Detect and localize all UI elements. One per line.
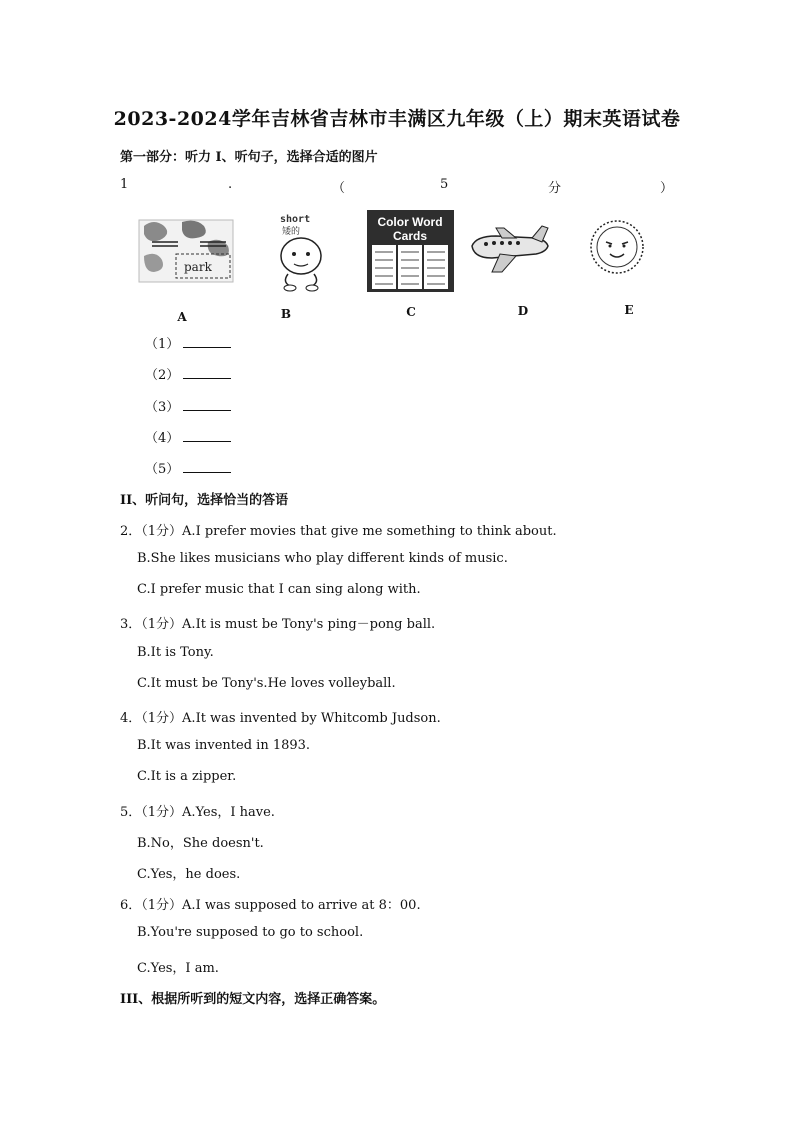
score-close-paren: ） [660,181,674,196]
picture-label-b: B [280,307,292,321]
question-3-option-c: C.It must be Tony's.He loves volleyball. [137,676,396,691]
blank-line[interactable] [183,335,231,348]
airplane-icon [466,220,552,276]
picture-label-d: D [517,304,529,318]
blank-line[interactable] [183,460,231,473]
answer-blank-5: （5） [145,458,231,477]
question-2-option-b: B.She likes musicians who play different kinds of music. [137,551,508,566]
blank-line[interactable] [183,398,231,411]
score-unit: 分 [548,181,562,196]
park-label: park [184,260,212,274]
part1-heading: 第一部分：听力 I、听句子，选择合适的图片 [120,150,378,165]
question-dot: . [228,177,233,192]
answer-blank-3: （3） [145,396,231,415]
answer-blank-4: （4） [145,427,231,446]
blank-line[interactable] [183,429,231,442]
question-4-stem: 4．（1分）A.It was invented by Whitcomb Judson. [120,711,441,726]
question-5-option-b: B.No，She doesn't. [137,836,264,851]
page-title: 2023-2024学年吉林省吉林市丰满区九年级（上）期末英语试卷 [113,108,681,130]
question-6-stem: 6．（1分）A.I was supposed to arrive at 8：00. [120,898,421,913]
short-label: short [280,214,311,225]
color-word-cards-icon [367,210,454,292]
score-value: 5 [440,177,449,192]
question-6-option-b: B.You're supposed to go to school. [137,925,364,940]
part3-heading: III、根据所听到的短文内容，选择正确答案。 [120,992,386,1007]
smiling-sun-icon [586,216,648,278]
short-cn-label: 矮的 [282,227,301,237]
blank-line[interactable] [183,366,231,379]
question-4-option-c: C.It is a zipper. [137,769,237,784]
cards-subtitle: Cards [392,229,428,243]
answer-blank-2: （2） [145,364,231,383]
question-number: 1 [120,177,129,192]
answer-blank-1: （1） [145,333,231,352]
cards-title: Color Word [377,215,443,229]
short-boy-icon [270,212,332,292]
part2-heading: II、听问句，选择恰当的答语 [120,493,289,508]
park-map-icon [138,212,234,284]
question-1-line [120,177,674,196]
question-3-stem: 3．（1分）A.It is must be Tony's ping－pong ball. [120,617,436,632]
question-4-option-b: B.It was invented in 1893. [137,738,311,753]
question-5-option-c: C.Yes，he does. [137,867,241,882]
picture-label-e: E [624,303,634,317]
picture-label-c: C [406,305,416,319]
score-open-paren: （ [332,181,346,196]
picture-label-a: A [177,310,187,324]
question-5-stem: 5．（1分）A.Yes，I have. [120,805,275,820]
question-2-stem: 2．（1分）A.I prefer movies that give me something to think about. [120,524,557,539]
question-6-option-c: C.Yes，I am. [137,961,219,976]
question-3-option-b: B.It is Tony. [137,645,214,660]
question-2-option-c: C.I prefer music that I can sing along with. [137,582,421,597]
